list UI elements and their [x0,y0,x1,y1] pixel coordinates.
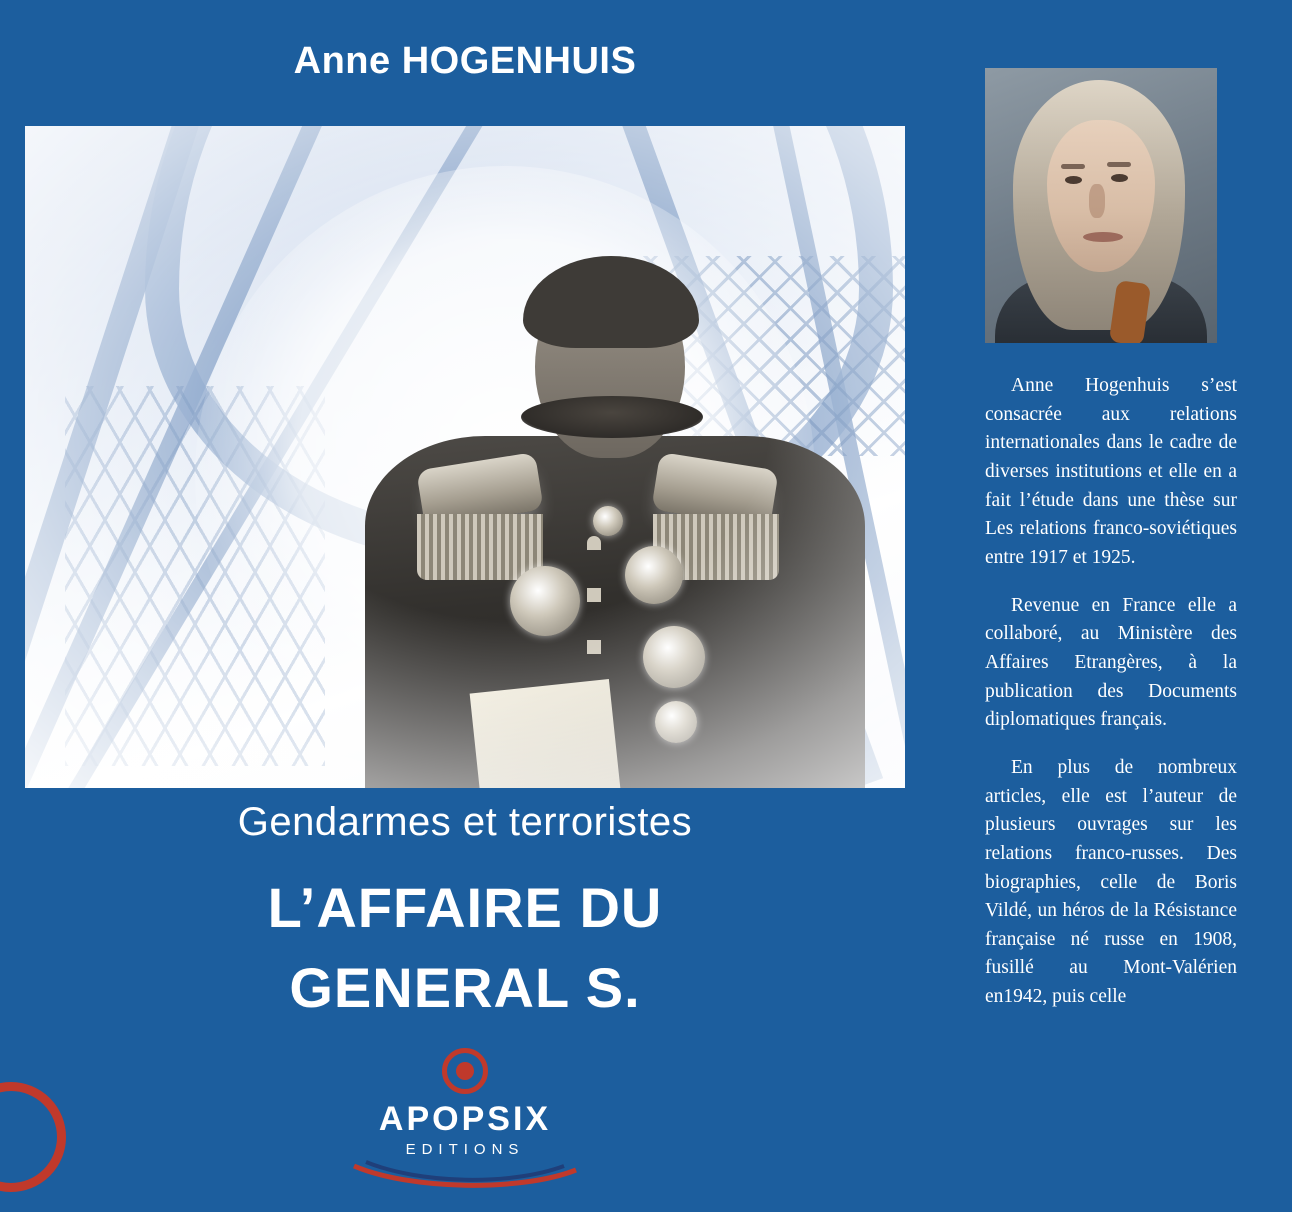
medal-icon [510,566,580,636]
document-in-hand [470,679,621,788]
logo-swoosh-icon [350,1160,580,1190]
logo-dot-icon [456,1062,474,1080]
back-cover-panel [930,0,1292,1212]
general-moustache [521,396,703,438]
epaulette-fringe-icon [417,514,543,580]
medal-icon [593,506,623,536]
photo-eyebrow [1107,162,1131,167]
photo-nose [1089,184,1105,218]
author-photo [985,68,1217,343]
book-title [0,868,930,1027]
photo-eye [1065,176,1082,184]
medal-icon [625,546,683,604]
publisher-tagline: EDITIONS [405,1141,525,1158]
general-portrait [325,246,885,788]
publisher-logo [0,1048,930,1195]
medal-icon [643,626,705,688]
general-hair [523,256,699,348]
book-subtitle: Gendarmes et terroristes [237,800,693,844]
photo-eyebrow [1061,164,1085,169]
cover-illustration [25,126,905,788]
author-biography [985,372,1237,1012]
bio-paragraph: En plus de nombreux articles, elle est l’auteur de plusieurs ouvrages sur les relations franco-russes. Des biographies, celle de Boris Vildé, un héros de la Résistance française né russe en 1908, fusillé au Mont-Valérien en1942, puis celle [985,756,1237,1008]
publisher-name: APOPSIX [378,1100,552,1138]
author-name: Anne HOGENHUIS [293,40,637,82]
apopsix-mark-icon [442,1048,488,1094]
medal-icon [655,701,697,743]
bio-paragraph: Anne Hogenhuis s’est consacrée aux relations internationales dans le cadre de diverses institutions et elle en a fait l’étude dans une thèse sur Les relations franco-soviétiques entre 1917 et 1925. [985,375,1237,568]
book-title-line-2: GENERAL S. [289,955,641,1019]
photo-mouth [1083,232,1123,242]
photo-eye [1111,174,1128,182]
book-title-line-1: L’AFFAIRE DU [267,876,663,939]
bio-paragraph: Revenue en France elle a collaboré, au Ministère des Affaires Etrangères, à la publication des Documents diplomatiques français. [985,594,1237,731]
